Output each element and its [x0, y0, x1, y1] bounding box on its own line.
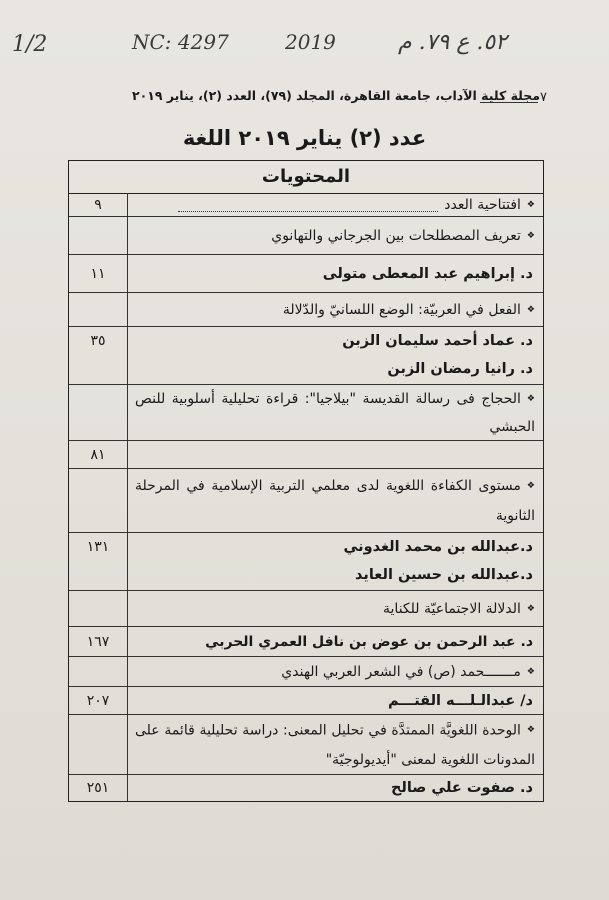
toc-page-number: ١٦٧ [86, 633, 110, 650]
toc-row-author [69, 775, 543, 801]
toc-entry-title: الوحدة اللغويَّة الممتدَّة في تحليل المعنى: دراسة تحليلية قائمة على المدونات اللغوية لمعنى "أيديولوجيّة" [135, 722, 535, 768]
toc-row-author [69, 687, 543, 715]
diamond-bullet-icon: ❖ [526, 231, 535, 241]
toc-row-editorial [69, 193, 543, 217]
handwritten-nc-number: NC: 4297 [132, 30, 229, 54]
toc-author: د. عماد أحمد سليمان الزبن [342, 333, 533, 349]
contents-heading: المحتويات [69, 161, 543, 194]
toc-author [135, 441, 535, 468]
toc-row-author [69, 533, 543, 591]
toc-page-number: ١٣١ [86, 539, 110, 555]
diamond-bullet-icon: ❖ [526, 394, 535, 404]
toc-page-number: ٢٠٧ [86, 692, 110, 709]
toc-row-author [69, 327, 543, 385]
toc-row-title [69, 469, 543, 533]
diamond-bullet-icon: ❖ [526, 305, 535, 315]
toc-page-number: ٣٥ [90, 333, 106, 349]
toc-entry-title: الدلالة الاجتماعيّة للكناية [383, 601, 521, 617]
toc-entry-title: مستوى الكفاءة اللغوية لدى معلمي التربية الإسلامية في المرحلة الثانوية [135, 478, 535, 524]
toc-entry-title: افتتاحية العدد [444, 196, 521, 213]
diamond-bullet-icon: ❖ [526, 481, 535, 491]
toc-author: د/ عبدالـلـــه القتـــم [388, 693, 533, 709]
toc-page-number: ١١ [90, 265, 106, 282]
handwritten-fraction: 1/2 [12, 32, 48, 57]
toc-author: د. إبراهيم عبد المعطى متولى [322, 266, 533, 282]
toc-row-title [69, 385, 543, 441]
toc-row-author [69, 255, 543, 293]
handwritten-code: ٥٢. ع ٧٩. م [398, 30, 507, 55]
issue-title: عدد (٢) يناير ٢٠١٩ اللغة [182, 126, 427, 150]
header-rule [480, 102, 538, 103]
toc-row-title [69, 657, 543, 687]
toc-row-author [69, 441, 543, 469]
toc-row-title [69, 293, 543, 327]
toc-author-second: د.عبدالله بن حسين العايد [355, 567, 533, 583]
diamond-bullet-icon: ❖ [526, 199, 535, 210]
toc-row-author [69, 627, 543, 657]
toc-entry-title: مـــــــحمد (ص) في الشعر العربي الهندي [281, 664, 521, 680]
toc-entry-title: الحجاج فى رسالة القديسة "بيلاجيا": قراءة تحليلية أسلوبية للنص الحبشي [135, 391, 535, 435]
handwritten-year: 2019 [285, 30, 336, 54]
toc-page-number: ٨١ [90, 446, 106, 463]
diamond-bullet-icon: ❖ [526, 604, 535, 614]
toc-author-second: د. رانيا رمضان الزبن [387, 361, 533, 377]
toc-row-title [69, 715, 543, 775]
toc-row-title [69, 217, 543, 255]
page-number: ٧ [540, 90, 547, 105]
toc-entry-title: تعريف المصطلحات بين الجرجاني والتهانوي [271, 228, 521, 244]
diamond-bullet-icon: ❖ [526, 725, 535, 735]
toc-author: د. صفوت علي صالح [390, 780, 533, 796]
toc-page-number: ٩ [94, 196, 102, 213]
diamond-bullet-icon: ❖ [526, 667, 535, 677]
running-header: مجلة كلية الآداب، جامعة القاهرة، المجلد (٧٩)، العدد (٢)، يناير ٢٠١٩ [131, 88, 540, 103]
leader-dots [178, 197, 438, 212]
contents-table [68, 160, 544, 802]
toc-author: د. عبد الرحمن بن عوض بن نافل العمري الحربي [205, 634, 533, 650]
toc-page-number: ٢٥١ [86, 780, 110, 796]
toc-author: د.عبدالله بن محمد الغدوني [343, 539, 533, 555]
toc-row-title [69, 591, 543, 627]
toc-entry-title: الفعل في العربيّة: الوضع اللسانيّ والدّلالة [282, 302, 521, 318]
